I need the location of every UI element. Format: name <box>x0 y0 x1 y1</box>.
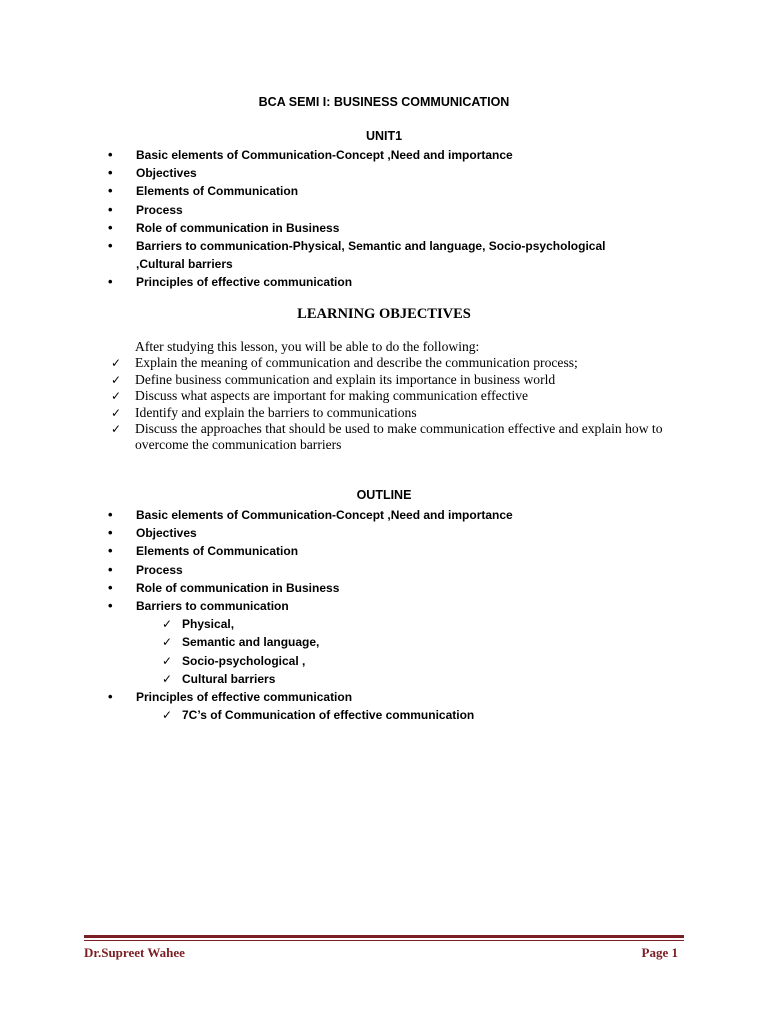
list-item: • Principles of effective communication <box>108 274 353 290</box>
list-item: • Role of communication in Business <box>108 219 340 235</box>
bullet-icon: • <box>108 147 113 162</box>
bullet-icon: • <box>108 561 113 577</box>
bullet-icon: • <box>108 507 113 522</box>
sub-list-item: ✓ Socio-psychological , <box>162 652 688 670</box>
list-item: • Objectives <box>108 525 197 541</box>
list-item: • Elements of Communication <box>108 543 299 559</box>
check-icon: ✓ <box>162 617 173 632</box>
check-icon: ✓ <box>111 405 122 420</box>
list-item: • Principles of effective communication ✓ 7C’s of Communication of effective communication <box>108 688 688 724</box>
check-icon: ✓ <box>111 356 122 371</box>
sub-list-item: ✓ Physical, <box>162 615 688 633</box>
check-icon: ✓ <box>162 671 173 686</box>
outline-title: OUTLINE <box>356 488 412 502</box>
list-item: • Role of communication in Business <box>108 579 340 595</box>
learning-objectives-intro: After studying this lesson, you will be able to do the following: <box>135 339 480 354</box>
sub-list-item: ✓ 7C’s of Communication of effective communication <box>162 706 688 724</box>
barrier-sublist <box>136 615 688 688</box>
list-item: • Elements of Communication <box>108 183 299 199</box>
bullet-icon: • <box>108 219 113 235</box>
sub-list-item: ✓ Cultural barriers <box>162 670 688 688</box>
unit-heading: UNIT1 <box>365 129 403 143</box>
list-item: • Process <box>108 561 183 577</box>
learning-objectives-title: LEARNING OBJECTIVES <box>297 306 471 322</box>
check-icon: ✓ <box>162 653 173 668</box>
list-item: • Basic elements of Communication-Concept ,Need and importance <box>108 507 513 522</box>
bullet-icon: • <box>108 689 113 705</box>
footer-author: Dr.Supreet Wahee <box>84 945 185 960</box>
bullet-icon: • <box>108 238 113 254</box>
bullet-icon: • <box>108 579 113 595</box>
list-item: ✓ Identify and explain the barriers to communications <box>111 404 417 420</box>
check-icon: ✓ <box>162 635 173 650</box>
learning-objectives-block <box>108 339 698 454</box>
list-item: • Barriers to communication-Physical, Semantic and language, Socio-psychological ,Cultural barriers <box>108 238 606 272</box>
check-icon: ✓ <box>162 708 173 723</box>
outline-list <box>108 506 688 724</box>
unit-topic-list <box>108 146 688 292</box>
list-item: • Barriers to communication ✓ Physical, ✓ Semantic and language, ✓ Socio-psychological , ✓ Cultural barriers <box>108 597 688 688</box>
check-icon: ✓ <box>111 372 122 387</box>
list-item: • Objectives <box>108 165 197 181</box>
sub-list-item: ✓ Semantic and language, <box>162 633 688 651</box>
bullet-icon: • <box>108 525 113 541</box>
list-item: ✓ Discuss what aspects are important for making communication effective <box>111 388 529 404</box>
page-number: Page 1 <box>641 945 678 960</box>
learning-objectives-list <box>108 355 698 453</box>
footer-divider <box>84 935 684 938</box>
bullet-icon: • <box>108 274 113 290</box>
principles-sublist <box>136 706 688 724</box>
bullet-icon: • <box>108 165 113 181</box>
bullet-icon: • <box>108 598 113 614</box>
list-item: • Process <box>108 201 183 217</box>
list-item: ✓ Define business communication and explain its importance in business world <box>111 371 556 387</box>
list-item: • Basic elements of Communication-Concept ,Need and importance <box>108 147 513 162</box>
check-icon: ✓ <box>111 422 122 437</box>
course-title: BCA SEMI I: BUSINESS COMMUNICATION <box>258 95 510 109</box>
list-item: ✓ Explain the meaning of communication and describe the communication process; <box>111 355 578 371</box>
list-item: ✓ Discuss the approaches that should be used to make communication effective and explain how to overcome the communication barriers <box>111 421 663 453</box>
bullet-icon: • <box>108 543 113 559</box>
check-icon: ✓ <box>111 389 122 404</box>
footer-divider-thin <box>84 940 684 941</box>
bullet-icon: • <box>108 201 113 217</box>
bullet-icon: • <box>108 183 113 199</box>
